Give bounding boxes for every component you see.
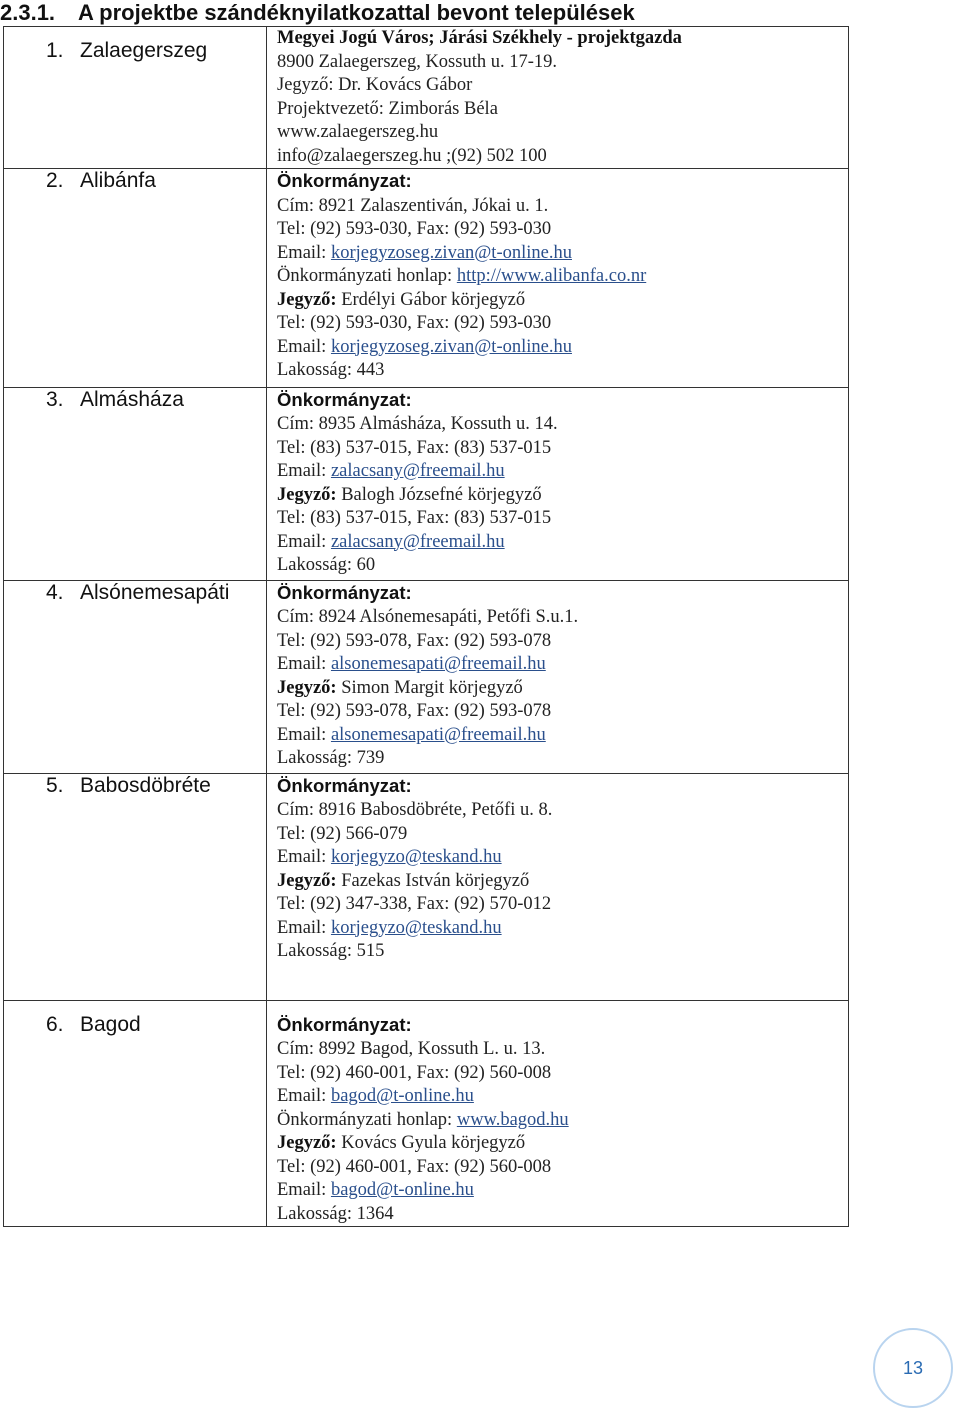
info-text: Email: (277, 1180, 331, 1200)
info-line (277, 677, 848, 701)
settlement-number: 1. (46, 39, 64, 62)
settlement-name-cell (4, 773, 267, 1000)
settlement-row (4, 169, 849, 388)
info-line (277, 74, 848, 98)
info-line (277, 437, 848, 461)
section-label: Önkormányzat: (277, 1013, 412, 1035)
info-text: Tel: (92) 593-030, Fax: (92) 593-030 (277, 313, 552, 333)
settlement-name-cell (4, 1000, 267, 1227)
info-line (277, 1179, 848, 1203)
settlement-info-cell (267, 773, 849, 1000)
settlement-name-cell (4, 580, 267, 773)
settlement-label: Zalaegerszeg (80, 39, 208, 62)
info-text: Email: (277, 531, 331, 552)
section-label: Önkormányzat: (277, 170, 412, 191)
settlement-number: 4. (46, 580, 64, 604)
contact-link[interactable]: alsonemesapati@freemail.hu (330, 654, 546, 674)
settlement-row (4, 773, 849, 1000)
info-line (277, 606, 848, 630)
info-line (277, 145, 848, 169)
info-text: Lakosság: 1364 (277, 1203, 394, 1224)
info-text: Tel: (92) 460-001, Fax: (92) 560-008 (277, 1062, 552, 1083)
bold-label: Megyei Jogú Város; Járási Székhely - projektgazda (277, 28, 682, 48)
contact-link[interactable]: korjegyzo@teskand.hu (330, 847, 502, 867)
info-line (277, 312, 848, 336)
info-line (277, 774, 848, 800)
info-line (277, 1038, 848, 1062)
info-text: Tel: (83) 537-015, Fax: (83) 537-015 (277, 508, 552, 528)
info-line (277, 799, 848, 823)
info-text: Lakosság: 515 (277, 941, 385, 961)
settlement-name (4, 39, 266, 63)
settlement-name (4, 388, 266, 412)
info-line (277, 870, 848, 894)
settlement-number: 6. (46, 1012, 64, 1036)
info-text: Lakosság: 739 (277, 748, 385, 768)
settlement-label: Almásháza (80, 387, 184, 411)
info-line (277, 700, 848, 724)
contact-link[interactable]: zalacsany@freemail.hu (330, 461, 505, 481)
settlement-row (4, 387, 849, 580)
contact-link[interactable]: http://www.alibanfa.co.nr (456, 266, 647, 286)
info-line (277, 289, 848, 313)
settlement-info-cell (267, 1000, 849, 1227)
info-line (277, 51, 848, 75)
info-text: Email: (277, 242, 331, 263)
info-text: Erdélyi Gábor körjegyző (336, 289, 526, 310)
contact-link[interactable]: bagod@t-online.hu (330, 1180, 474, 1200)
bold-label: Jegyző: (277, 289, 337, 310)
info-text: Email: (277, 654, 331, 674)
info-text: Tel: (92) 566-079 (277, 823, 408, 844)
info-text: Simon Margit körjegyző (336, 677, 523, 698)
info-line (277, 581, 848, 607)
info-line (277, 27, 848, 51)
settlement-name (4, 169, 266, 193)
section-label: Önkormányzat: (277, 581, 412, 603)
settlement-row (4, 580, 849, 773)
settlement-number: 3. (46, 387, 64, 411)
info-text: Balogh Józsefné körjegyző (336, 484, 542, 505)
info-line (277, 388, 848, 414)
info-text: Email: (277, 724, 331, 745)
bold-label: Jegyző: (277, 484, 337, 505)
info-text: 8900 Zalaegerszeg, Kossuth u. 17-19. (277, 51, 558, 72)
info-line (277, 1013, 848, 1039)
section-label: Önkormányzat: (277, 774, 412, 796)
info-text: info@zalaegerszeg.hu ;(92) 502 100 (277, 145, 547, 166)
contact-link[interactable]: korjegyzo@teskand.hu (330, 917, 502, 938)
info-text: Jegyző: Dr. Kovács Gábor (277, 75, 473, 95)
section-label: Önkormányzat: (277, 388, 412, 410)
section-title: A projektbe szándéknyilatkozattal bevont települések (78, 0, 635, 25)
info-text: Önkormányzati honlap: (277, 266, 457, 286)
info-line (277, 169, 848, 195)
info-text: Cím: 8924 Alsónemesapáti, Petőfi S.u.1. (277, 607, 579, 627)
info-line (277, 242, 848, 266)
settlement-name (4, 581, 266, 605)
info-line (277, 1156, 848, 1180)
info-line (277, 265, 848, 289)
settlement-number: 2. (46, 169, 64, 192)
info-line (277, 1085, 848, 1109)
info-text: Tel: (83) 537-015, Fax: (83) 537-015 (277, 437, 552, 458)
info-text: Projektvezető: Zimborás Béla (277, 98, 498, 119)
settlement-info-cell (267, 169, 849, 388)
info-line (277, 98, 848, 122)
contact-link[interactable]: www.bagod.hu (456, 1109, 569, 1130)
info-text: Tel: (92) 460-001, Fax: (92) 560-008 (277, 1156, 552, 1177)
info-line (277, 195, 848, 219)
info-line (277, 359, 848, 383)
info-text: Kovács Gyula körjegyző (336, 1133, 526, 1153)
info-text: Email: (277, 461, 331, 481)
info-text: Cím: 8992 Bagod, Kossuth L. u. 13. (277, 1039, 546, 1059)
settlement-row (4, 1000, 849, 1227)
info-line (277, 1203, 848, 1227)
settlement-name (4, 774, 266, 798)
info-text: Email: (277, 1086, 331, 1106)
info-line (277, 218, 848, 242)
info-line (277, 413, 848, 437)
info-text: Email: (277, 917, 331, 938)
settlement-name-cell (4, 387, 267, 580)
contact-link[interactable]: alsonemesapati@freemail.hu (330, 724, 546, 745)
page-number: 13 (873, 1328, 953, 1408)
info-text: Tel: (92) 347-338, Fax: (92) 570-012 (277, 894, 552, 914)
info-text: www.zalaegerszeg.hu (277, 122, 439, 142)
settlement-name-cell (4, 169, 267, 388)
info-line (277, 121, 848, 145)
bold-label: Jegyző: (277, 677, 337, 698)
settlement-label: Alsónemesapáti (80, 580, 230, 604)
settlement-info-cell (267, 387, 849, 580)
info-line (277, 823, 848, 847)
settlement-name (4, 1013, 266, 1037)
info-text: Cím: 8921 Zalaszentiván, Jókai u. 1. (277, 195, 549, 216)
settlement-info-cell (267, 580, 849, 773)
info-line (277, 484, 848, 508)
settlement-number: 5. (46, 773, 64, 797)
info-line (277, 1062, 848, 1086)
settlement-row (4, 27, 849, 169)
contact-link[interactable]: bagod@t-online.hu (330, 1086, 474, 1106)
info-line (277, 917, 848, 941)
settlement-label: Alibánfa (80, 169, 156, 192)
info-text: Fazekas István körjegyző (336, 870, 530, 891)
info-line (277, 630, 848, 654)
contact-link[interactable]: zalacsany@freemail.hu (330, 531, 505, 552)
info-line (277, 893, 848, 917)
info-line (277, 940, 848, 964)
info-text: Email: (277, 847, 331, 867)
info-line (277, 531, 848, 555)
info-text: Tel: (92) 593-078, Fax: (92) 593-078 (277, 630, 552, 651)
info-text: Lakosság: 60 (277, 555, 376, 575)
info-line (277, 1132, 848, 1156)
section-heading (0, 0, 635, 26)
info-text: Tel: (92) 593-030, Fax: (92) 593-030 (277, 219, 552, 239)
settlement-name-cell (4, 27, 267, 169)
info-line (277, 653, 848, 677)
bold-label: Jegyző: (277, 1133, 337, 1153)
contact-link[interactable]: korjegyzoseg.zivan@t-online.hu (330, 242, 572, 263)
info-text: Önkormányzati honlap: (277, 1109, 457, 1130)
info-line (277, 554, 848, 578)
settlement-label: Bagod (80, 1012, 141, 1036)
info-line (277, 724, 848, 748)
settlement-label: Babosdöbréte (80, 773, 211, 797)
settlements-table (3, 26, 849, 1227)
info-text: Lakosság: 443 (277, 360, 385, 380)
info-text: Email: (277, 336, 331, 357)
bold-label: Jegyző: (277, 870, 337, 891)
info-line (277, 747, 848, 771)
settlement-info-cell (267, 27, 849, 169)
info-line (277, 1109, 848, 1133)
info-line (277, 460, 848, 484)
info-text: Tel: (92) 593-078, Fax: (92) 593-078 (277, 701, 552, 721)
info-line (277, 507, 848, 531)
info-text: Cím: 8935 Almásháza, Kossuth u. 14. (277, 414, 558, 434)
contact-link[interactable]: korjegyzoseg.zivan@t-online.hu (330, 336, 572, 357)
section-number: 2.3.1. (0, 0, 56, 25)
info-line (277, 336, 848, 360)
info-line (277, 846, 848, 870)
info-text: Cím: 8916 Babosdöbréte, Petőfi u. 8. (277, 800, 553, 820)
